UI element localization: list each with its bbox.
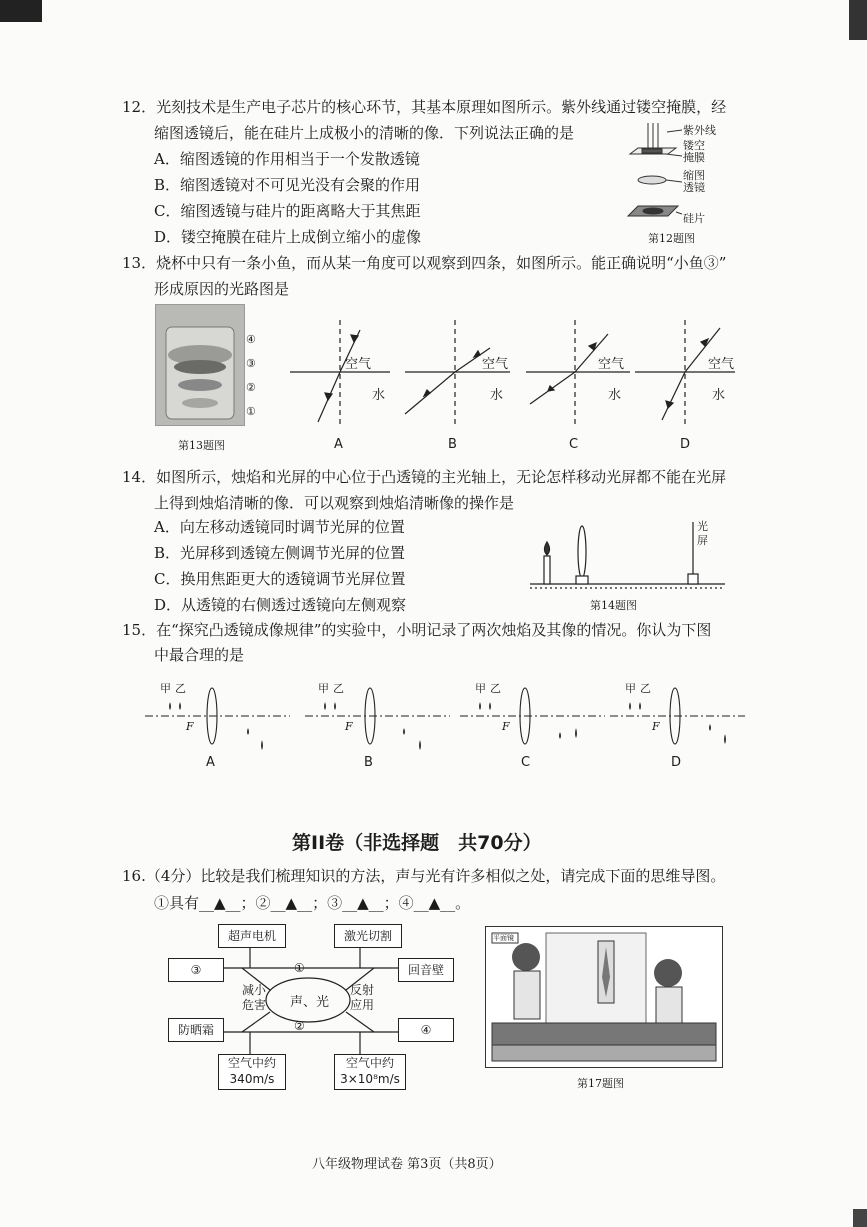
q14-option-a: A．向左移动透镜同时调节光屏的位置 (154, 518, 405, 536)
q13-c-air: 空气 (598, 357, 625, 372)
label-reflection-app: 反射 应用 (350, 983, 375, 1012)
q12-label-uv: 紫外线 (683, 124, 716, 137)
q13-caption: 第13题图 (178, 439, 225, 452)
scan-edge (849, 0, 867, 40)
q14-screen-label: 光 屏 (697, 520, 708, 547)
fish-mark-1: ① (246, 405, 256, 418)
q13-label-d: D (680, 437, 691, 452)
q12-line1: 12．光刻技术是生产电子芯片的核心环节，其基本原理如图所示。紫外线通过镂空掩膜，经 (122, 98, 727, 116)
q12-label-mask: 镂空 掩膜 (683, 139, 705, 164)
q16-blanks: ①具有__▲__；②__▲__；③__▲__；④__▲__。 (154, 894, 471, 912)
q15-b-yi: 乙 (333, 682, 344, 695)
scan-edge (853, 1209, 867, 1227)
circle-1: ① (294, 961, 305, 975)
q14-line2: 上得到烛焰清晰的像．可以观察到烛焰清晰像的操作是 (154, 494, 515, 512)
circle-2: ② (294, 1019, 305, 1033)
fish-mark-4: ④ (246, 333, 256, 346)
box-speed-light: 空气中约 3×10⁸m/s (334, 1054, 406, 1090)
q15-c-focus: F (502, 720, 510, 733)
q13-d-air: 空气 (708, 357, 735, 372)
q15-a-focus: F (186, 720, 194, 733)
q14-option-b: B．光屏移到透镜左侧调节光屏的位置 (154, 544, 406, 562)
q12-option-b: B．缩图透镜对不可见光没有会聚的作用 (154, 176, 421, 194)
section-title: 第II卷（非选择题 共70分） (292, 832, 542, 854)
q14-option-d: D．从透镜的右侧透过透镜向左侧观察 (154, 596, 407, 614)
q14-line1: 14．如图所示，烛焰和光屏的中心位于凸透镜的主光轴上，无论怎样移动光屏都不能在光屏 (122, 468, 727, 486)
q13-label-b: B (448, 437, 457, 452)
fish-mark-3: ③ (246, 357, 256, 370)
q13-line2: 形成原因的光路图是 (154, 280, 290, 298)
box-four: ④ (398, 1018, 454, 1042)
beaker-photo (155, 304, 245, 426)
q13-label-c: C (569, 437, 579, 452)
q13-c-water: 水 (608, 388, 622, 403)
q12-option-d: D．镂空掩膜在硅片上成倒立缩小的虚像 (154, 228, 422, 246)
q15-a-yi: 乙 (175, 682, 186, 695)
scan-edge (0, 0, 42, 22)
q15-b-jia: 甲 (318, 682, 329, 695)
q15-d-yi: 乙 (640, 682, 651, 695)
q15-a-jia: 甲 (160, 682, 171, 695)
q13-b-water: 水 (490, 388, 504, 403)
q13-line1: 13．烧杯中只有一条小鱼，而从某一角度可以观察到四条，如图所示。能正确说明“小鱼③” (122, 254, 727, 272)
q13-b-air: 空气 (482, 357, 509, 372)
q15-c-yi: 乙 (490, 682, 501, 695)
q12-option-c: C．缩图透镜与硅片的距离略大于其焦距 (154, 202, 421, 220)
q12-label-wafer: 硅片 (683, 212, 705, 225)
q15-b-focus: F (345, 720, 353, 733)
q15-d-jia: 甲 (625, 682, 636, 695)
box-sunscreen: 防晒霜 (168, 1018, 224, 1042)
fish-mark-2: ② (246, 381, 256, 394)
q13-diagrams (290, 320, 730, 430)
q15-label-b: B (364, 755, 373, 770)
q15-label-c: C (521, 755, 531, 770)
label-reduce-harm: 减小 危害 (242, 983, 267, 1012)
box-speed-sound: 空气中约 340m/s (218, 1054, 286, 1090)
q15-d-focus: F (652, 720, 660, 733)
page-footer: 八年级物理试卷 第3页（共8页） (312, 1157, 502, 1172)
q13-a-air: 空气 (345, 357, 372, 372)
q15-line2: 中最合理的是 (154, 646, 245, 664)
q17-caption: 第17题图 (577, 1077, 624, 1090)
q14-caption: 第14题图 (590, 599, 637, 612)
q12-caption: 第12题图 (648, 232, 695, 245)
q15-label-d: D (671, 755, 682, 770)
q12-label-lens: 缩图 透镜 (683, 169, 705, 194)
q15-label-a: A (206, 755, 215, 770)
q15-c-jia: 甲 (475, 682, 486, 695)
box-laser-cutting: 激光切割 (334, 924, 402, 948)
q17-figure (485, 926, 723, 1068)
q17-sign: 平面镜 (493, 934, 514, 942)
q12-line2: 缩图透镜后，能在硅片上成极小的清晰的像．下列说法正确的是 (154, 124, 575, 142)
q15-line1: 15．在“探究凸透镜成像规律”的实验中，小明记录了两次烛焰及其像的情况。你认为下图 (122, 621, 712, 639)
q13-label-a: A (334, 437, 343, 452)
q14-option-c: C．换用焦距更大的透镜调节光屏位置 (154, 570, 406, 588)
box-echo-wall: 回音壁 (398, 958, 454, 982)
q12-option-a: A．缩图透镜的作用相当于一个发散透镜 (154, 150, 420, 168)
q13-d-water: 水 (712, 388, 726, 403)
mind-map-center: 声、光 (290, 995, 330, 1010)
q16-line1: 16.（4分）比较是我们梳理知识的方法，声与光有许多相似之处，请完成下面的思维导图。 (122, 867, 726, 885)
box-ultrasonic-motor: 超声电机 (218, 924, 286, 948)
q13-a-water: 水 (372, 388, 386, 403)
box-three: ③ (168, 958, 224, 982)
mind-map-lines (160, 920, 480, 1100)
